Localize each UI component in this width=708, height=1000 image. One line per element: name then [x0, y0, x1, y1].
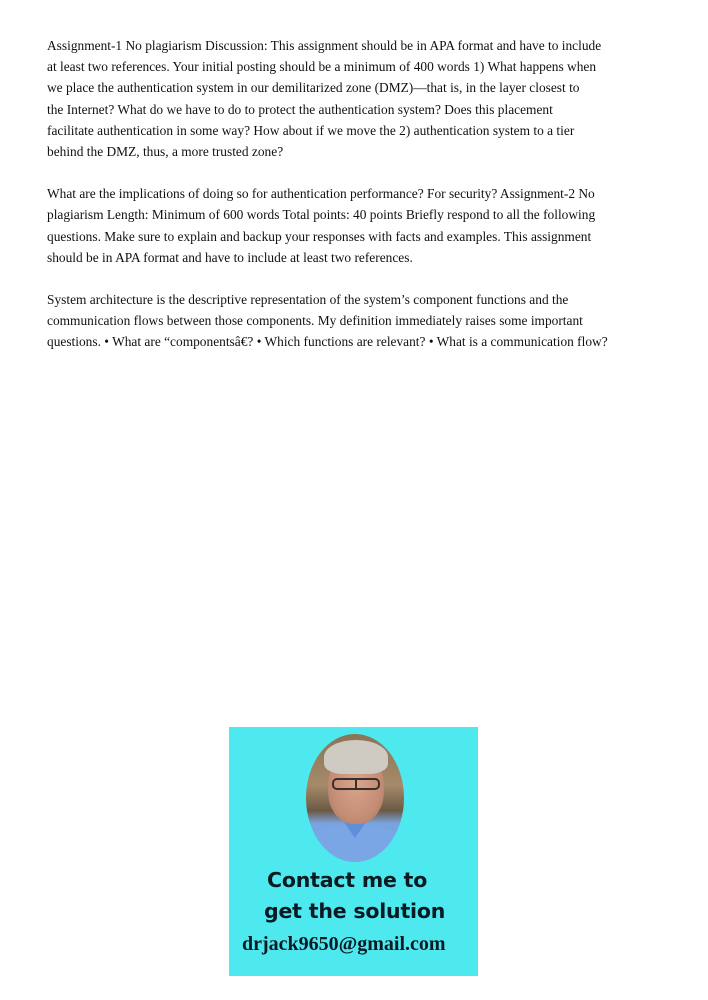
contact-promo-banner	[229, 727, 478, 976]
text-line: facilitate authentication in some way? How about if we move the 2) authentication system to a tier	[47, 122, 575, 138]
portrait-photo	[306, 734, 404, 862]
portrait-hair	[324, 740, 388, 774]
promo-headline-line2: get the solution	[264, 899, 446, 923]
text-line: What are the implications of doing so for authentication performance? For security? Assignment-2 No	[47, 186, 595, 202]
text-line: plagiarism Length: Minimum of 600 words Total points: 40 points Briefly respond to all the following	[47, 207, 596, 223]
text-line: communication flows between those components. My definition immediately raises some important	[47, 313, 583, 329]
paragraph-assignment-2	[47, 183, 667, 268]
paragraph-assignment-1	[47, 35, 667, 162]
glasses-icon	[332, 778, 380, 790]
text-line: should be in APA format and have to include at least two references.	[47, 249, 413, 265]
text-line: we place the authentication system in our demilitarized zone (DMZ)—that is, in the layer closest to	[47, 80, 580, 96]
text-line: at least two references. Your initial posting should be a minimum of 400 words 1) What happens when	[47, 59, 597, 75]
promo-headline-line1: Contact me to	[267, 868, 428, 892]
text-line: System architecture is the descriptive representation of the system’s component functions and the	[47, 292, 569, 308]
text-line: Assignment-1 No plagiarism Discussion: This assignment should be in APA format and have to include	[47, 38, 602, 53]
text-line: behind the DMZ, thus, a more trusted zone?	[47, 144, 284, 160]
text-line: questions. • What are “componentsâ€? • Which functions are relevant? • What is a communication flow?	[47, 334, 608, 350]
text-line: questions. Make sure to explain and backup your responses with facts and examples. This assignment	[47, 228, 592, 244]
document-body	[47, 35, 667, 374]
text-line: the Internet? What do we have to do to protect the authentication system? Does this placement	[47, 101, 553, 117]
paragraph-system-architecture	[47, 289, 667, 353]
contact-email: drjack9650@gmail.com	[242, 933, 446, 955]
